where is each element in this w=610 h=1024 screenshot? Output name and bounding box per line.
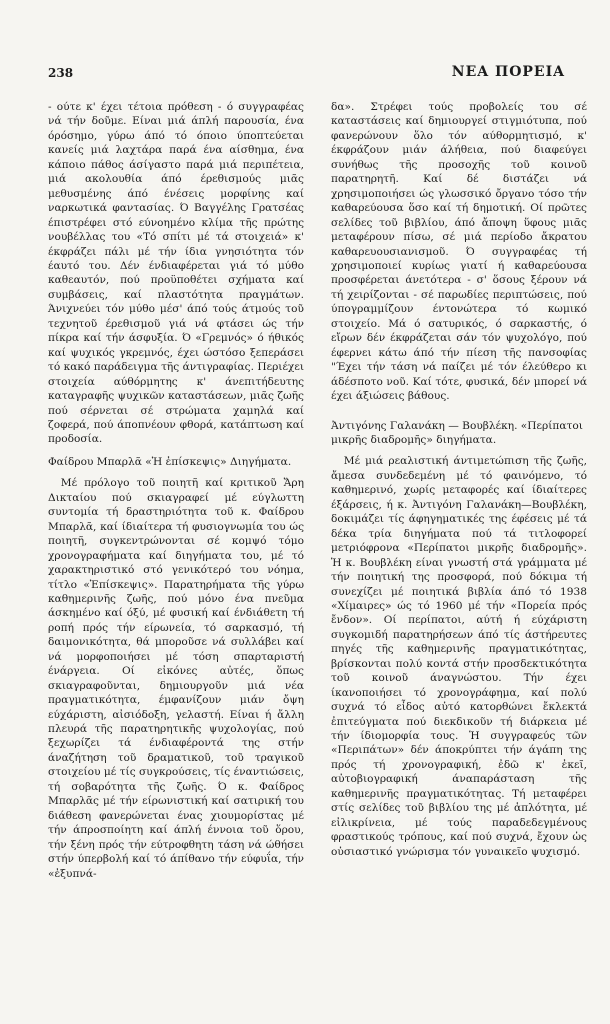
page-header	[48, 64, 565, 84]
review-2-continuation: δα». Στρέφει τούς προβολείς του σέ καταστάσεις καί δημιουργεί στιγμιότυπα, πού φανερώνουν ὅλο τόν αύθορμητισμό, κ' έκφράζουν μιάν άλήθεια, πού διαφεύγει συνήθως τῆς προσοχῆς τοῦ κοινοῦ παρατηρητῆ. Καί δέ διστάζει νά χρησιμοποιήσει ώς γλωσσικό ὄργανο τόσο τήν καθαρεύουσα ὅσο καί τή δημοτική. Οί πρῶτες σελίδες τοῦ βιβλίου, άπό ἄποψη ὕφους μιᾶς μεταφέρουν πίσω, σέ μιά περίοδο ἄκρατου καθαρευουσιανισμοῦ. Ό συγγραφέας τή χρησιμοποιεί κυρίως γιατί ή καθαρεύουσα προσφέρεται άνετότερα - σ' ὅσους ξέρουν νά τή χειρίζονται - σέ παρωδίες περιπτώσεις, πού ύπογραμμίζουν έντονώτερα τό κωμικό στοιχείο. Μά ό σατυρικός, ό σαρκαστής, ό εἴρων δέν έκφράζεται σάν τόν ψυχολόγο, πού έφερνει κάτω άπό τήν πίεση τῆς πανσοφίας "Έχει τήν τάση νά παίζει μέ τόν έλεύθερο κι άδέσποτο νοῦ. Καί τότε, φυσικά, δέν μπορεί νά έχει άξιώσεις βάθους.	[331, 101, 587, 403]
review-2-heading: Φαίδρου Μπαρλᾶ «Ἡ ἐπίσκεψις» Διηγήματα.	[48, 455, 292, 468]
journal-title: ΝΕΑ ΠΟΡΕΙΑ	[451, 64, 565, 80]
review-2-body: Μέ πρόλογο τοῦ ποιητῆ καί κριτικοῦ Ἄρη Δικταίου πού σκιαγραφεί μέ εύγλωττη συντομία τή δραστηριότητα τοῦ κ. Φαίδρου Μπαρλᾶ, καί ίδιαίτερα τή φυσιογνωμία του ώς ποιητῆ, συγκεντρώνονται σέ κομψό τόμο χρονογραφήματα καί διηγήματα του, μέ τό χαρακτηριστικό στό γενικότερό του νόημα, τίτλο «Ἐπίσκεψις». Παρατηρήματα τῆς γύρω καθημερινῆς ζωῆς, πού μόνο ένα πνεῦμα άσκημένο καί όξύ, μέ φυσική καί ένδιάθετη τή ροπή πρός τήν είρωνεία, τό σαρκασμό, τή δαιμονικότητα, θά μποροῦσε νά συλλάβει καί νά μορφοποιήσει μέ τόση σπαρταριστή ένάργεια. Οί εἰκόνες αὐτές, ὅπως σκιαγραφοῦνται, δημιουργοῦν μιά νέα πραγματικότητα, έμφανίζουν μιάν ὄψη εύχάριστη, αἰσιόδοξη, γελαστή. Είναι ή ἄλλη πλευρά τῆς παρατηρητικῆς ψυχολογίας, πού ξεχωρίζει τά ένδιαφέροντά της στήν άναζήτηση τοῦ δραματικοῦ, τοῦ τραγικοῦ στοιχείου μέ τίς συγκρούσεις, τίς έναντιώσεις, τή σοβαρότητα τῆς ζωῆς. Ό κ. Φαίδρος Μπαρλᾶς μέ τήν είρωνιστική καί σατιρική του διάθεση φανερώνεται ένας χιουμορίστας μέ τήν άπροσποίητη καί άπλή έννοια τοῦ ὅρου, τήν ξένη πρός τήν εύτροφθητη τάση νά ώθήσει στήν ύπερβολή καί τό άπίθανο τήν εύφυΐα, τήν «ἐξυπνά-	[48, 477, 304, 880]
right-column	[331, 100, 587, 859]
left-column	[48, 100, 304, 881]
review-3-heading: Ἀντιγόνης Γαλανάκη — Βουβλέκη. «Περίπατοι μικρῆς διαδρομῆς» διηγήματα.	[331, 419, 583, 446]
page-number: 238	[48, 66, 74, 80]
review-1-continuation: - ούτε κ' έχει τέτοια πρόθεση - ό συγγραφέας νά τήν δοῦμε. Είναι μιά άπλή παρουσία, ένα όρόσημο, γύρω άπό τό όποιο ύποπτεύεται κανείς μιά λαχτάρα παρά ένα αίσθημα, ένα κάποιο πάθος άσίγαστο παρά μιά περιπέτεια, μιά ακολουθία άπό έρεθισμούς μιᾶς μεθυσμένης άπό ένέσεις μορφίνης καί ναρκωτικά φαντασίας. Ό Βαγγέλης Γρατσέας έπιστρέφει στό εύνοημένο κλίμα τῆς πρώτης νουβέλλας του «Τό σπίτι μέ τά στοιχειά» κ' έκφράζει πάλι μέ τήν ίδια γνησιότητα τόν έαυτό του. Δέν ένδιαφέρεται γιά τό μύθο καθεαυτόν, πού προϋποθέτει σχήματα καί συμβάσεις, καί πλαστότητα πραγμάτων. Άνιχνεύει τόν μύθο μέσ' άπό τούς άτμούς τοῦ τεχνητοῦ έρεθισμοῦ γιά νά φτάσει ώς τήν πίκρα καί τήν άσφυξία. Ό «Γρεμνός» ό ήθικός καί ψυχικός γκρεμνός, έχει ώστόσο ξεπεράσει τό κακό παράδειγμα τῆς άντιγραφίας. Περιέχει στοιχεία αύθόρμητης κ' άνεπιτήδευτης καταγραφῆς ψυχικῶν καταστάσεων, μιᾶς ζωῆς πού σέρνεται σέ στρώματα χαμηλά καί ζοφερά, πού άποπνέουν φθορά, κατάπτωση καί προδοσία.	[48, 101, 304, 446]
review-3-body: Μέ μιά ρεαλιστική άντιμετώπιση τῆς ζωῆς, ἄμεσα συνδεδεμένη μέ τό φαινόμενο, τό καθημερινό, χωρίς μεταφορές καί ίδιαίτερες έξάρσεις, ή κ. Ἀντιγόνη Γαλανάκη—Βουβλέκη, δοκιμάζει τίς άφηγηματικές της έφέσεις μέ τά δέκα τρία διηγήματα πού τά τιτλοφορεί μετριόφρονα «Περίπατοι μικρῆς διαδρομῆς». Ἡ κ. Βουβλέκη είναι γνωστή στά γράμματα μέ τήν ποιητική της προσφορά, πού δόκιμα τή συνεχίζει μέ ποιητικά βιβλία άπό τό 1938 «Χίμαιρες» ώς τό 1960 μέ τήν «Πορεία πρός ἔνδον». Οί περίπατοι, αύτή ή εύχάριστη συγκομιδή παρατηρήσεων άπό τίς άστήρευτες πηγές τῆς καθημερινῆς πραγματικότητας, βρίσκονται πολύ κοντά στήν προσδεκτικότητα τοῦ κοινοῦ άναγνώστου. Τήν έχει ίκανοποιήσει τό χρονογράφημα, καί πολύ συχνά τό εἶδος αὐτό κατορθώνει ἔκλεκτά ἐπιτεύγματα πού διεκδικοῦν τή διάρκεια μέ τήν ίδιομορφία τους. Ἡ συγγραφεύς τῶν «Περιπάτων» δέν άποκρύπτει τήν άγάπη της πρός τή χρονογραφική, ἐδῶ κ' ἐκεῖ, αὐτοβιογραφική άναπαράσταση τῆς καθημερινῆς πραγματικότητας. Τή μεταφέρει στίς σελίδες τοῦ βιβλίου της μέ ἁπλότητα, μέ εἰλικρίνεια, μέ τούς παραδεδεγμένους φραστικούς τρόπους, καί πού συχνά, ἔχουν ὡς οὐσιαστικό γνώρισμα τόν γυναικεῖο ψυχισμό.	[331, 455, 587, 858]
